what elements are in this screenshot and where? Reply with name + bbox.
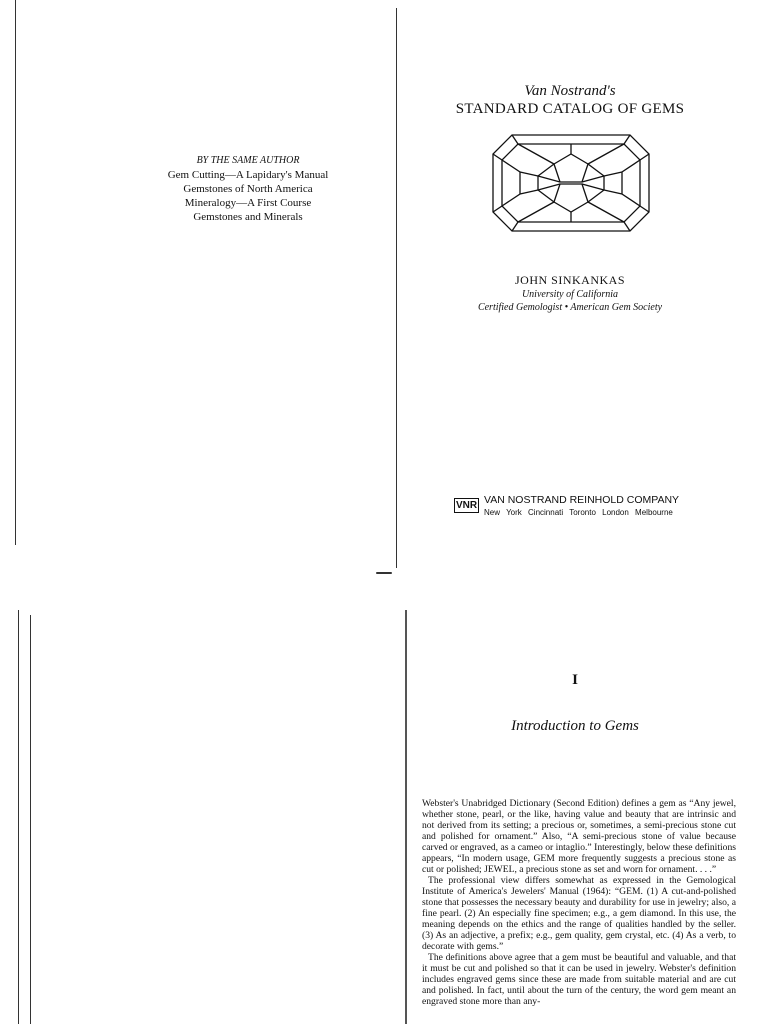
author-certification: Certified Gemologist • American Gem Society <box>477 302 663 313</box>
pre-title: Van Nostrand's <box>524 83 616 99</box>
by-same-author-heading: BY THE SAME AUTHOR <box>196 155 300 166</box>
chapter-number: I <box>572 672 578 688</box>
book-title: Gemstones of North America <box>183 183 313 195</box>
book-title: Gemstones and Minerals <box>193 211 303 223</box>
paragraph: The professional view differs somewhat as expressed in the Gemological Institute of America's Jewelers' Manual (1964): “GEM. (1) A cut-and-polished stone that possesses the necessary beauty and durability for use in jewelry; also, a fine pearl. (2) An especially fine specimen; e.g., a gem diamond. In this use, the meaning depends on the ethics and the range of qualities handled by the seller. (3) As an adjective, a prefix; e.g., gem quality, gem crystal, etc. (4) As a verb, to decorate with gems.” <box>422 875 736 952</box>
page-edge-bottom-right <box>405 610 407 1024</box>
page-edge-bottom-left-inner <box>30 615 31 1024</box>
page-edge-top-right <box>396 8 397 568</box>
chapter-body <box>422 798 736 1007</box>
book-title-main: STANDARD CATALOG OF GEMS <box>455 101 685 117</box>
book-title: Gem Cutting—A Lapidary's Manual <box>167 169 329 181</box>
vnr-logo: VNR <box>456 500 478 511</box>
page-edge-top-left <box>15 0 16 545</box>
author-affiliation: University of California <box>521 289 619 300</box>
paragraph: The definitions above agree that a gem must be beautiful and valuable, and that it must be cut and polished so that it can be used in jewelry. Webster's definition includes engraved gems since these are made from suitable material and are cut and polished. In fact, until about the turn of the century, the word gem meant an engraved stone more than any- <box>422 952 736 1007</box>
publisher-name: VAN NOSTRAND REINHOLD COMPANY <box>484 494 680 506</box>
author-block <box>430 272 710 314</box>
publisher-cities: New York Cincinnati Toronto London Melbourne <box>484 508 673 517</box>
author-name: JOHN SINKANKAS <box>514 273 625 287</box>
by-same-author-list <box>140 154 356 224</box>
title-block <box>430 82 710 118</box>
emerald-cut-gem-icon <box>490 132 652 234</box>
chapter-title: Introduction to Gems <box>511 718 639 734</box>
paragraph: Webster's Unabridged Dictionary (Second Edition) defines a gem as “Any jewel, whether stone, pearl, or the like, having value and beauty that are intrinsic and not derived from its setting; a precious or, sometimes, a semi-precious stone cut and polished for ornament.” Also, “A semi-precious stone of value because carved or engraved, as a cameo or intaglio.” Interestingly, below these definitions appears, “In modern usage, GEM more frequently suggests a precious stone as cut or polished; JEWEL, a precious stone as set and worn for ornament. . . .” <box>422 798 736 875</box>
book-title: Mineralogy—A First Course <box>184 197 312 209</box>
page-curl-mark <box>376 572 392 574</box>
page-edge-bottom-left <box>18 610 19 1024</box>
